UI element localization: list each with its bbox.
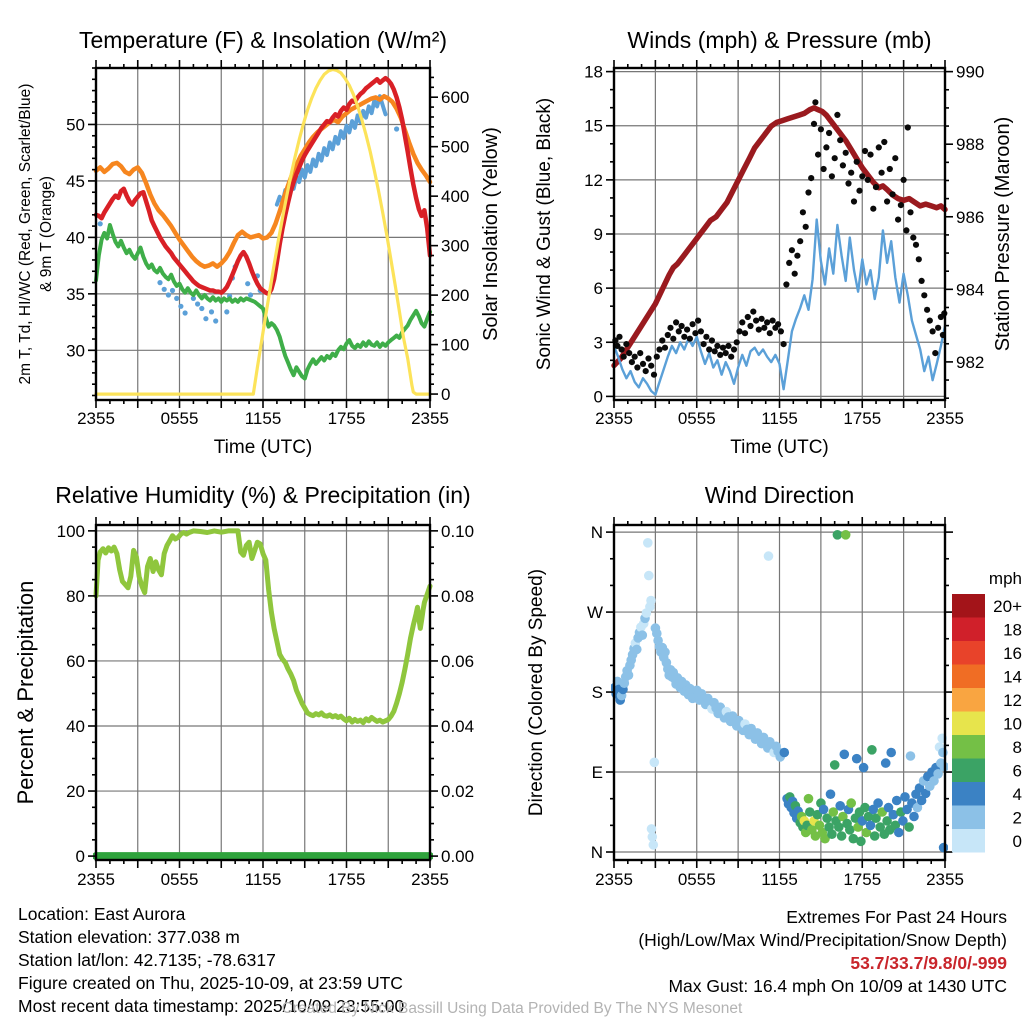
svg-text:200: 200 [441, 286, 470, 306]
max-gust: Max Gust: 16.4 mph On 10/09 at 1430 UTC [668, 976, 1007, 996]
svg-text:16: 16 [1003, 643, 1022, 663]
svg-text:45: 45 [66, 171, 85, 191]
svg-text:Percent & Precipitation: Percent & Precipitation [13, 580, 38, 805]
svg-text:Station Pressure (Maroon): Station Pressure (Maroon) [992, 116, 1014, 352]
svg-text:0.04: 0.04 [441, 717, 475, 736]
svg-text:984: 984 [956, 280, 985, 300]
svg-text:2355: 2355 [77, 870, 115, 889]
svg-text:6: 6 [593, 279, 603, 299]
svg-text:1755: 1755 [843, 409, 882, 428]
svg-text:2355: 2355 [595, 409, 633, 428]
svg-text:300: 300 [441, 236, 470, 256]
svg-text:0: 0 [441, 385, 451, 405]
svg-text:2355: 2355 [926, 870, 964, 889]
svg-text:0555: 0555 [160, 409, 199, 428]
svg-text:8: 8 [1012, 737, 1022, 757]
svg-text:50: 50 [66, 115, 85, 135]
data-timestamp: Most recent data timestamp: 2025/10/09 23:55:00 [18, 996, 405, 1016]
svg-text:500: 500 [441, 137, 470, 157]
svg-text:10: 10 [1003, 714, 1022, 734]
svg-text:0555: 0555 [677, 870, 716, 889]
svg-text:40: 40 [66, 228, 85, 248]
svg-text:982: 982 [956, 352, 985, 372]
temperature-insolation-chart [0, 0, 512, 470]
svg-text:3: 3 [593, 333, 603, 353]
svg-text:N: N [590, 843, 603, 863]
svg-text:0.00: 0.00 [441, 847, 475, 867]
svg-text:988: 988 [956, 135, 985, 155]
svg-text:2355: 2355 [411, 870, 449, 889]
svg-text:1155: 1155 [761, 409, 798, 428]
winds-pressure-chart [512, 0, 1024, 470]
svg-text:0: 0 [593, 387, 603, 407]
station-latlon: Station lat/lon: 42.7135; -78.6317 [18, 950, 276, 970]
svg-text:2355: 2355 [926, 409, 964, 428]
svg-text:40: 40 [66, 717, 85, 736]
svg-text:1755: 1755 [327, 870, 366, 889]
svg-text:N: N [590, 523, 603, 543]
humidity-precipitation-chart [0, 470, 512, 900]
svg-text:0555: 0555 [160, 870, 199, 889]
svg-text:0.02: 0.02 [441, 782, 475, 802]
svg-text:0: 0 [1012, 831, 1022, 851]
svg-text:2355: 2355 [411, 409, 449, 428]
svg-text:Sonic Wind & Gust (Blue, Black: Sonic Wind & Gust (Blue, Black) [534, 97, 555, 371]
svg-text:1755: 1755 [327, 409, 366, 428]
svg-text:Time (UTC): Time (UTC) [730, 437, 829, 458]
svg-text:100: 100 [56, 521, 85, 541]
svg-text:Direction (Colored By Speed): Direction (Colored By Speed) [526, 568, 547, 817]
svg-text:400: 400 [441, 187, 470, 207]
svg-text:Solar Insolation (Yellow): Solar Insolation (Yellow) [480, 127, 502, 341]
svg-text:& 9m T (Orange): & 9m T (Orange) [38, 176, 55, 292]
svg-text:990: 990 [956, 62, 985, 82]
svg-text:20: 20 [66, 782, 85, 802]
svg-text:2355: 2355 [595, 870, 633, 889]
svg-text:0.10: 0.10 [441, 521, 475, 541]
svg-text:986: 986 [956, 207, 985, 227]
credit-line: Created By Nick Bassill Using Data Provided By The NYS Mesonet [281, 1000, 743, 1017]
svg-text:Wind Direction: Wind Direction [704, 482, 855, 508]
svg-text:1755: 1755 [843, 870, 882, 889]
svg-text:E: E [591, 763, 603, 783]
svg-text:0.06: 0.06 [441, 651, 475, 671]
figure-created: Figure created on Thu, 2025-10-09, at 23:59 UTC [18, 973, 403, 993]
extremes-block [638, 906, 1007, 998]
wind-direction-chart [512, 470, 1024, 900]
svg-text:1155: 1155 [244, 409, 282, 428]
svg-text:6: 6 [1012, 761, 1022, 781]
station-elevation: Station elevation: 377.038 m [18, 927, 240, 947]
svg-text:600: 600 [441, 88, 470, 108]
svg-text:1155: 1155 [244, 870, 282, 889]
svg-text:20+: 20+ [993, 596, 1022, 616]
svg-text:4: 4 [1012, 784, 1022, 804]
svg-text:Temperature (F) & Insolation (: Temperature (F) & Insolation (W/m²) [78, 27, 448, 53]
svg-text:1155: 1155 [761, 870, 798, 889]
svg-text:0555: 0555 [677, 409, 716, 428]
svg-text:Winds (mph) & Pressure (mb): Winds (mph) & Pressure (mb) [627, 27, 932, 53]
extremes-subtitle: (High/Low/Max Wind/Precipitation/Snow Depth) [638, 930, 1007, 950]
extremes-values: 53.7/33.7/9.8/0/-999 [850, 953, 1007, 973]
svg-text:W: W [586, 603, 603, 623]
station-location: Location: East Aurora [18, 904, 186, 924]
svg-text:14: 14 [1003, 667, 1022, 687]
svg-text:18: 18 [584, 62, 603, 82]
svg-text:30: 30 [66, 341, 85, 361]
svg-text:12: 12 [1003, 690, 1022, 710]
svg-text:100: 100 [441, 335, 470, 355]
svg-text:0.08: 0.08 [441, 586, 475, 606]
svg-text:35: 35 [66, 284, 85, 304]
svg-text:12: 12 [584, 170, 603, 190]
svg-text:2m T, Td, HI/WC (Red, Green, S: 2m T, Td, HI/WC (Red, Green, Scarlet/Blue) [17, 83, 34, 385]
extremes-title: Extremes For Past 24 Hours [786, 907, 1007, 927]
svg-text:Time (UTC): Time (UTC) [213, 437, 313, 458]
svg-text:2: 2 [1012, 808, 1022, 828]
svg-text:2355: 2355 [77, 409, 115, 428]
svg-text:80: 80 [66, 586, 85, 606]
svg-text:mph: mph [988, 569, 1022, 588]
svg-text:60: 60 [66, 651, 85, 671]
svg-text:18: 18 [1003, 620, 1022, 640]
svg-text:S: S [591, 683, 603, 703]
svg-text:9: 9 [593, 225, 603, 244]
svg-text:Relative Humidity (%) & Precip: Relative Humidity (%) & Precipitation (in) [55, 482, 471, 508]
svg-text:0: 0 [75, 847, 85, 867]
svg-text:15: 15 [584, 116, 603, 136]
